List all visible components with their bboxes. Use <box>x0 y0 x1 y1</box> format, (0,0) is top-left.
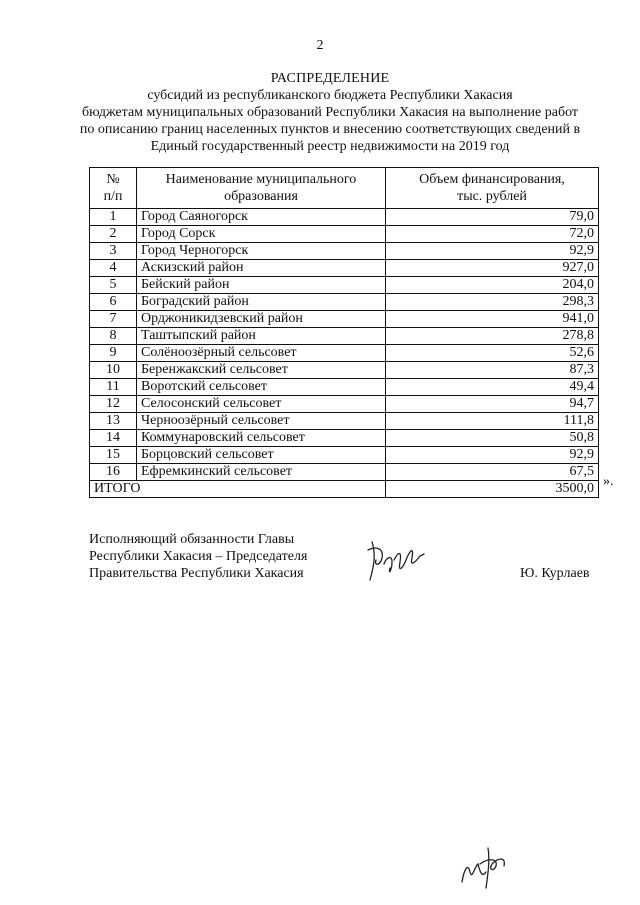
document-heading <box>60 70 600 155</box>
row-name: Орджоникидзевский район <box>137 311 386 328</box>
table-row <box>90 294 599 311</box>
table-row <box>90 209 599 226</box>
row-name: Таштыпский район <box>137 328 386 345</box>
row-name: Аскизский район <box>137 260 386 277</box>
row-amount: 298,3 <box>386 294 599 311</box>
header-number <box>90 168 137 209</box>
row-name: Борцовский сельсовет <box>137 447 386 464</box>
row-amount: 92,9 <box>386 447 599 464</box>
signatory-line: Республики Хакасия – Председателя <box>89 549 308 564</box>
table-row <box>90 260 599 277</box>
row-number: 1 <box>90 209 137 226</box>
row-amount: 87,3 <box>386 362 599 379</box>
signatory-title <box>89 531 307 582</box>
row-amount: 941,0 <box>386 311 599 328</box>
table-row <box>90 277 599 294</box>
row-number: 7 <box>90 311 137 328</box>
table-row <box>90 464 599 481</box>
row-name: Ефремкинский сельсовет <box>137 464 386 481</box>
page-number: 2 <box>316 38 324 53</box>
row-amount: 204,0 <box>386 277 599 294</box>
row-amount: 67,5 <box>386 464 599 481</box>
table-row <box>90 379 599 396</box>
row-number: 4 <box>90 260 137 277</box>
heading-line: субсидий из республиканского бюджета Республики Хакасия <box>147 88 513 103</box>
row-number: 8 <box>90 328 137 345</box>
header-number-line: п/п <box>103 189 123 204</box>
heading-line: по описанию границ населенных пунктов и внесению соответствующих сведений в <box>79 122 581 137</box>
signatory-line: Исполняющий обязанности Главы <box>89 532 295 547</box>
table-row <box>90 243 599 260</box>
row-number: 9 <box>90 345 137 362</box>
row-number: 3 <box>90 243 137 260</box>
row-name: Селосонский сельсовет <box>137 396 386 413</box>
signatory-line: Правительства Республики Хакасия <box>89 566 304 581</box>
row-number: 13 <box>90 413 137 430</box>
table-row <box>90 447 599 464</box>
heading-line: Единый государственный реестр недвижимости на 2019 год <box>150 139 510 154</box>
table-row <box>90 328 599 345</box>
table-header-row <box>90 168 599 209</box>
table-row <box>90 311 599 328</box>
row-name: Боградский район <box>137 294 386 311</box>
header-name <box>137 168 386 209</box>
header-amount-line: тыс. рублей <box>457 189 527 204</box>
allocation-table <box>89 167 599 498</box>
row-number: 2 <box>90 226 137 243</box>
heading-line: бюджетам муниципальных образований Республики Хакасия на выполнение работ <box>81 105 579 120</box>
row-name: Солёноозёрный сельсовет <box>137 345 386 362</box>
row-name: Воротский сельсовет <box>137 379 386 396</box>
row-number: 10 <box>90 362 137 379</box>
document-title: РАСПРЕДЕЛЕНИЕ <box>270 71 390 86</box>
row-name: Город Саяногорск <box>137 209 386 226</box>
row-number: 16 <box>90 464 137 481</box>
header-name-line: Наименование муниципального <box>165 172 357 187</box>
table-row <box>90 362 599 379</box>
header-amount <box>386 168 599 209</box>
row-number: 12 <box>90 396 137 413</box>
row-amount: 94,7 <box>386 396 599 413</box>
table-row <box>90 226 599 243</box>
total-amount: 3500,0 <box>386 481 599 498</box>
row-amount: 49,4 <box>386 379 599 396</box>
table-row <box>90 396 599 413</box>
handwritten-signature <box>362 536 428 586</box>
row-name: Беренжакский сельсовет <box>137 362 386 379</box>
closing-quote: ». <box>603 474 614 489</box>
header-name-line: образования <box>224 189 298 204</box>
row-amount: 111,8 <box>386 413 599 430</box>
table-body <box>90 209 599 481</box>
row-amount: 927,0 <box>386 260 599 277</box>
row-number: 11 <box>90 379 137 396</box>
header-number-line: № <box>106 172 120 187</box>
row-name: Город Черногорск <box>137 243 386 260</box>
row-name: Черноозёрный сельсовет <box>137 413 386 430</box>
row-amount: 92,9 <box>386 243 599 260</box>
handwritten-initials <box>458 842 522 890</box>
row-amount: 278,8 <box>386 328 599 345</box>
table-row <box>90 345 599 362</box>
table-row <box>90 430 599 447</box>
row-name: Бейский район <box>137 277 386 294</box>
total-label: ИТОГО <box>90 481 386 498</box>
row-amount: 72,0 <box>386 226 599 243</box>
total-row <box>90 481 599 498</box>
header-amount-line: Объем финансирования, <box>419 172 565 187</box>
row-name: Город Сорск <box>137 226 386 243</box>
row-amount: 79,0 <box>386 209 599 226</box>
row-number: 5 <box>90 277 137 294</box>
row-number: 15 <box>90 447 137 464</box>
row-name: Коммунаровский сельсовет <box>137 430 386 447</box>
row-number: 6 <box>90 294 137 311</box>
row-number: 14 <box>90 430 137 447</box>
row-amount: 52,6 <box>386 345 599 362</box>
signatory-name: Ю. Курлаев <box>520 566 590 581</box>
table-row <box>90 413 599 430</box>
row-amount: 50,8 <box>386 430 599 447</box>
